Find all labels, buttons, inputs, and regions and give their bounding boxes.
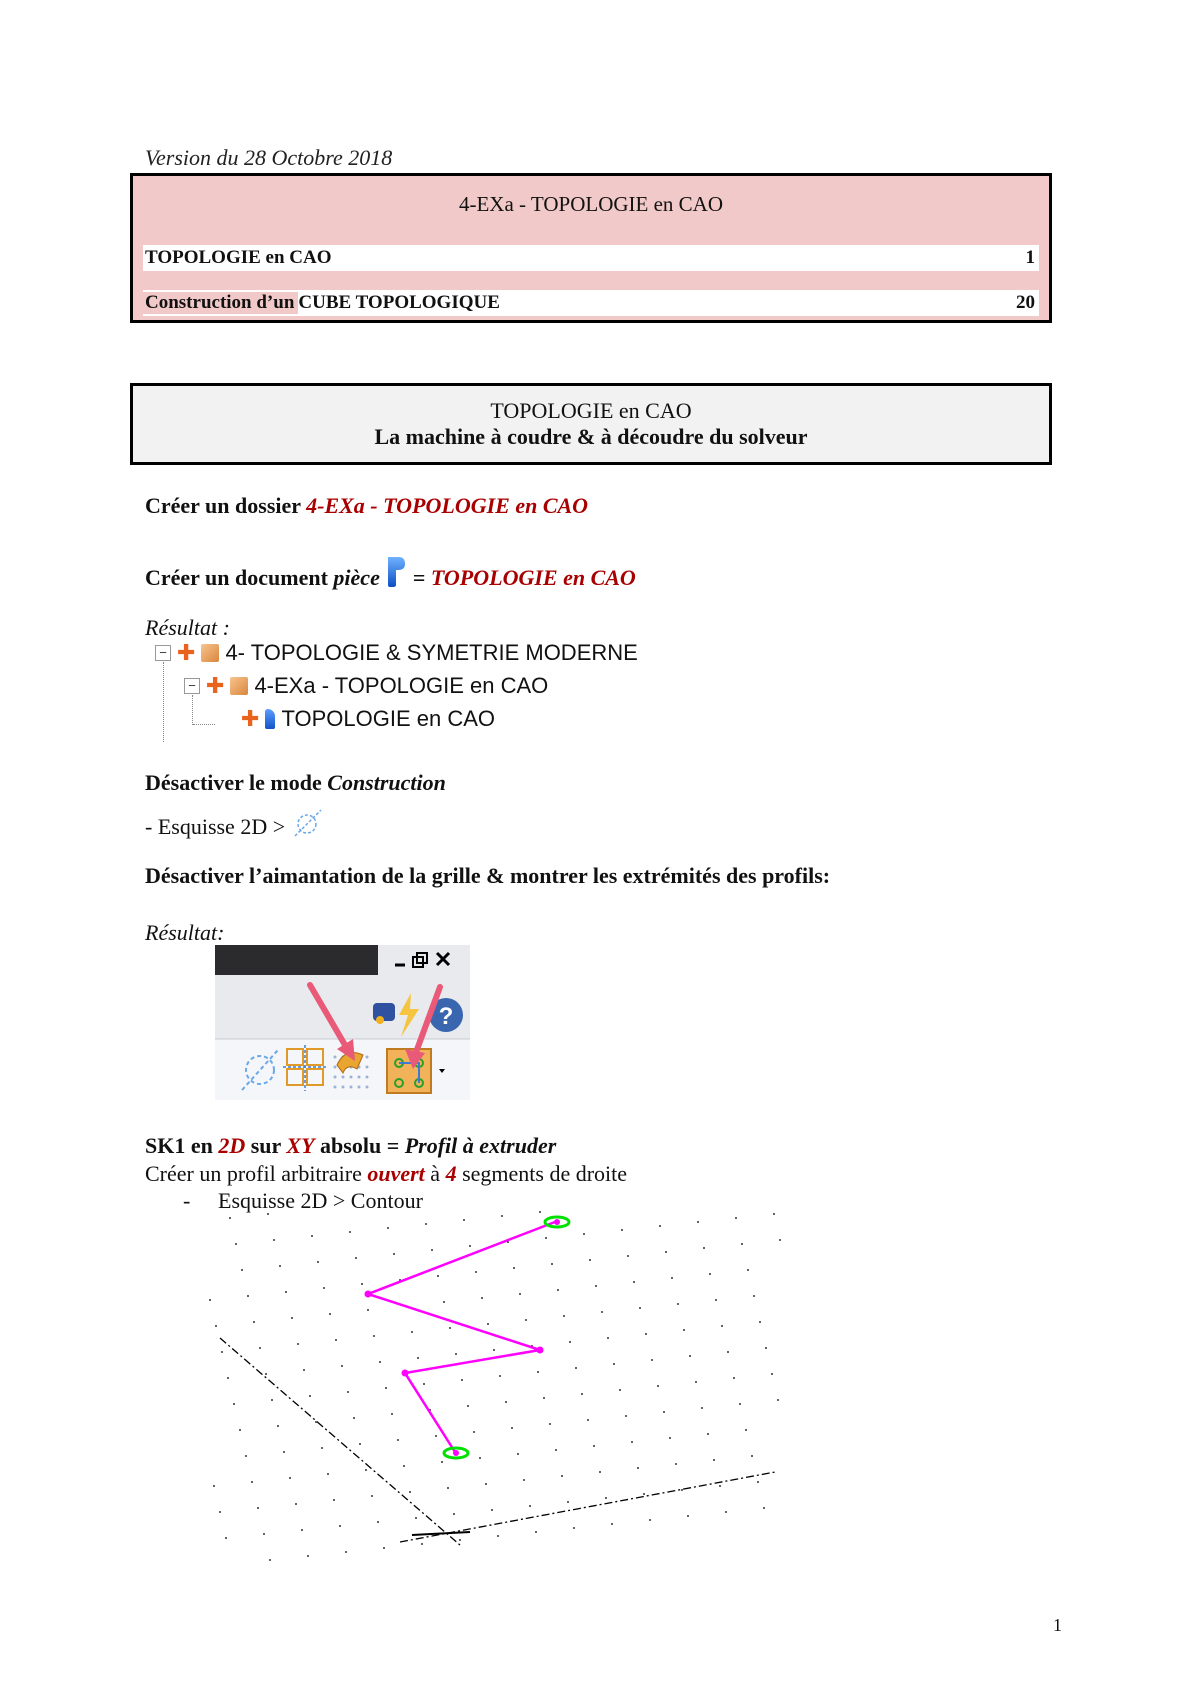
step-grid-snap: Désactiver l’aimantation de la grille & montrer les extrémités des profils: <box>145 863 831 888</box>
grid-dot <box>753 1295 755 1297</box>
sketch-grid <box>209 1211 781 1561</box>
profile-instruction <box>145 1161 627 1187</box>
grid-dot <box>621 1229 623 1231</box>
grid-dot <box>537 1371 539 1373</box>
grid-dot <box>213 1485 215 1487</box>
collapse-icon[interactable]: − <box>155 645 171 661</box>
grid-dot <box>373 1335 375 1337</box>
grid-dot <box>479 1457 481 1459</box>
part-icon <box>385 555 407 589</box>
grid-dot <box>759 1321 761 1323</box>
grid-dot <box>563 1315 565 1317</box>
grid-dot <box>259 1347 261 1349</box>
grid-dot <box>273 1239 275 1241</box>
grid-dot <box>225 1537 227 1539</box>
grid-dot <box>267 1213 269 1215</box>
toolbar-screenshot <box>215 945 470 1100</box>
sketch-profile <box>368 1222 555 1452</box>
profile-open: ouvert <box>367 1161 425 1186</box>
grid-dot <box>423 1383 425 1385</box>
grid-dot <box>271 1399 273 1401</box>
grid-dot <box>669 1437 671 1439</box>
grid-dot <box>339 1525 341 1527</box>
list-bullet: - <box>183 1188 191 1213</box>
grid-dot <box>277 1425 279 1427</box>
sk1-heading <box>145 1133 556 1159</box>
grid-dot <box>551 1263 553 1265</box>
step-disable-construction <box>145 770 446 796</box>
step-text: Désactiver le mode <box>145 770 328 795</box>
toc-title: 4-EXa - TOPOLOGIE en CAO <box>458 192 724 216</box>
grid-dot <box>599 1471 601 1473</box>
tree-item-label: 4-EXa - TOPOLOGIE en CAO <box>254 673 549 698</box>
grid-dot <box>309 1395 311 1397</box>
grid-dot <box>697 1221 699 1223</box>
toc-row-rest <box>332 245 1022 271</box>
tree-item[interactable] <box>184 673 548 699</box>
grid-dot <box>247 1295 249 1297</box>
tree-item[interactable] <box>241 706 495 732</box>
grid-dot <box>269 1559 271 1561</box>
grid-dot <box>393 1253 395 1255</box>
grid-dot <box>707 1433 709 1435</box>
endpoint-marker <box>444 1448 468 1458</box>
grid-dot <box>611 1523 613 1525</box>
svg-text:?: ? <box>438 1003 454 1030</box>
grid-dot <box>771 1373 773 1375</box>
result-label: Résultat : <box>145 615 230 640</box>
grid-dot <box>341 1365 343 1367</box>
sk1-2d: 2D <box>218 1133 246 1158</box>
window-titlebar <box>215 945 378 975</box>
grid-dot <box>219 1511 221 1513</box>
grid-dot <box>349 1231 351 1233</box>
section-title: TOPOLOGIE en CAO <box>490 398 692 423</box>
step-text: SK1 en <box>145 1133 219 1158</box>
grid-dot <box>253 1321 255 1323</box>
tree-item-label: 4- TOPOLOGIE & SYMETRIE MODERNE <box>225 640 638 665</box>
grid-dot <box>675 1463 677 1465</box>
toc-row-rest: CUBE TOPOLOGIQUE <box>298 290 1012 316</box>
grid-dot <box>365 1469 367 1471</box>
grid-dot <box>229 1217 231 1219</box>
part-icon <box>265 709 275 729</box>
path-text: - Esquisse 2D > <box>145 814 291 839</box>
grid-dot <box>745 1429 747 1431</box>
grid-dot <box>215 1325 217 1327</box>
grid-dot <box>391 1413 393 1415</box>
grid-dot <box>777 1399 779 1401</box>
grid-dot <box>631 1441 633 1443</box>
grid-dot <box>251 1481 253 1483</box>
grid-dot <box>263 1533 265 1535</box>
grid-dot <box>279 1265 281 1267</box>
grid-dot <box>605 1497 607 1499</box>
grid-dot <box>467 1405 469 1407</box>
endpoint-marker <box>545 1217 569 1227</box>
grid-dot <box>643 1493 645 1495</box>
tree-item-label: TOPOLOGIE en CAO <box>281 706 495 731</box>
grid-dot <box>671 1277 673 1279</box>
grid-dot <box>323 1287 325 1289</box>
grid-dot <box>519 1293 521 1295</box>
step-text: absolu = <box>314 1133 405 1158</box>
grid-dot <box>239 1429 241 1431</box>
result-label: Résultat: <box>145 920 225 945</box>
grid-dot <box>513 1267 515 1269</box>
grid-dot <box>709 1273 711 1275</box>
grid-dot <box>703 1247 705 1249</box>
grid-dot <box>447 1487 449 1489</box>
contour-step <box>183 1188 423 1214</box>
grid-dot <box>555 1449 557 1451</box>
grid-dot <box>367 1309 369 1311</box>
grid-dot <box>431 1249 433 1251</box>
grid-dot <box>663 1411 665 1413</box>
grid-dot <box>625 1415 627 1417</box>
grid-dot <box>335 1339 337 1341</box>
toc-row-page: 1 <box>1022 247 1040 269</box>
grid-dot <box>501 1215 503 1217</box>
toc-row[interactable] <box>143 245 1039 271</box>
grid-dot <box>715 1299 717 1301</box>
grid-dot <box>607 1337 609 1339</box>
grid-dot <box>385 1387 387 1389</box>
step-text: sur <box>245 1133 287 1158</box>
grid-dot <box>403 1465 405 1467</box>
grid-dot <box>659 1225 661 1227</box>
folder-icon <box>230 677 248 695</box>
grid-dot <box>529 1505 531 1507</box>
grid-dot <box>265 1373 267 1375</box>
grid-dot <box>387 1227 389 1229</box>
grid-dot <box>241 1269 243 1271</box>
grid-dot <box>587 1419 589 1421</box>
grid-dot <box>689 1355 691 1357</box>
grid-dot <box>511 1427 513 1429</box>
grid-dot <box>535 1531 537 1533</box>
grid-dot <box>409 1491 411 1493</box>
grid-dot <box>639 1307 641 1309</box>
section-subtitle: La machine à coudre & à découdre du solveur <box>374 424 808 449</box>
step-text: à <box>424 1161 446 1186</box>
add-icon: ✚ <box>241 706 260 731</box>
grid-dot <box>569 1341 571 1343</box>
add-icon: ✚ <box>206 673 225 698</box>
grid-dot <box>493 1349 495 1351</box>
grid-dot <box>347 1391 349 1393</box>
version-date: Version du 28 Octobre 2018 <box>145 145 393 170</box>
grid-dot <box>583 1233 585 1235</box>
grid-dot <box>695 1381 697 1383</box>
grid-dot <box>665 1251 667 1253</box>
grid-dot <box>359 1443 361 1445</box>
grid-dot <box>317 1261 319 1263</box>
grid-dot <box>763 1507 765 1509</box>
grid-dot <box>235 1243 237 1245</box>
grid-dot <box>741 1243 743 1245</box>
file-tree <box>145 640 665 740</box>
grid-dot <box>329 1313 331 1315</box>
toc-box <box>130 173 1052 323</box>
step-text: = <box>407 565 431 590</box>
grid-dot <box>459 1539 461 1541</box>
step-create-folder <box>145 493 588 519</box>
grid-dot <box>739 1403 741 1405</box>
grid-dot <box>379 1361 381 1363</box>
grid-dot <box>481 1297 483 1299</box>
grid-dot <box>371 1495 373 1497</box>
grid-dot <box>209 1299 211 1301</box>
grid-dot <box>627 1255 629 1257</box>
grid-dot <box>497 1535 499 1537</box>
sk1-plane: XY <box>286 1133 315 1158</box>
grid-dot <box>291 1317 293 1319</box>
grid-dot <box>437 1275 439 1277</box>
grid-dot <box>651 1359 653 1361</box>
construction-word: Construction <box>327 770 446 795</box>
grid-dot <box>449 1327 451 1329</box>
grid-dot <box>645 1333 647 1335</box>
grid-dot <box>487 1323 489 1325</box>
grid-dot <box>567 1501 569 1503</box>
sk1-profile: Profil à extruder <box>404 1133 557 1158</box>
grid-dot <box>411 1331 413 1333</box>
grid-dot <box>517 1453 519 1455</box>
grid-dot <box>619 1389 621 1391</box>
grid-dot <box>443 1301 445 1303</box>
grid-dot <box>415 1517 417 1519</box>
grid-dot <box>773 1213 775 1215</box>
grid-dot <box>301 1529 303 1531</box>
grid-dot <box>353 1417 355 1419</box>
grid-dot <box>545 1237 547 1239</box>
grid-dot <box>297 1343 299 1345</box>
grid-dot <box>549 1423 551 1425</box>
grid-dot <box>523 1479 525 1481</box>
grid-dot <box>637 1467 639 1469</box>
grid-dot <box>383 1547 385 1549</box>
doc-type: pièce <box>333 565 380 590</box>
grid-dot <box>453 1513 455 1515</box>
grid-dot <box>475 1271 477 1273</box>
construction-path <box>145 806 325 840</box>
grid-dot <box>657 1385 659 1387</box>
grid-dot <box>463 1219 465 1221</box>
grid-dot <box>233 1403 235 1405</box>
grid-dot <box>441 1461 443 1463</box>
grid-dot <box>361 1283 363 1285</box>
step-text: Créer un document <box>145 565 334 590</box>
profile-count: 4 <box>445 1161 457 1186</box>
grid-dot <box>473 1431 475 1433</box>
section-title-box <box>130 383 1052 465</box>
grid-dot <box>575 1367 577 1369</box>
grid-dot <box>455 1353 457 1355</box>
grid-dot <box>417 1357 419 1359</box>
toc-row-label: TOPOLOGIE en CAO <box>145 247 332 268</box>
sketch-canvas <box>200 1210 790 1570</box>
grid-dot <box>735 1217 737 1219</box>
grid-dot <box>713 1459 715 1461</box>
grid-dot <box>227 1377 229 1379</box>
grid-dot <box>677 1303 679 1305</box>
grid-dot <box>683 1329 685 1331</box>
grid-dot <box>469 1245 471 1247</box>
grid-dot <box>525 1319 527 1321</box>
folder-icon <box>201 644 219 662</box>
folder-name: 4-EXa - TOPOLOGIE en CAO <box>306 493 589 518</box>
step-text: Créer un dossier <box>145 493 307 518</box>
grid-dot <box>747 1269 749 1271</box>
grid-dot <box>355 1257 357 1259</box>
grid-dot <box>345 1551 347 1553</box>
grid-dot <box>435 1435 437 1437</box>
grid-dot <box>727 1351 729 1353</box>
grid-dot <box>593 1445 595 1447</box>
grid-dot <box>779 1239 781 1241</box>
grid-dot <box>601 1311 603 1313</box>
grid-dot <box>733 1377 735 1379</box>
grid-dot <box>311 1235 313 1237</box>
contour-path: Esquisse 2D > Contour <box>218 1188 423 1213</box>
grid-dot <box>397 1439 399 1441</box>
step-text: Créer un profil arbitraire <box>145 1161 368 1186</box>
grid-dot <box>283 1451 285 1453</box>
grid-dot <box>701 1407 703 1409</box>
document-name: TOPOLOGIE en CAO <box>430 565 636 590</box>
grid-dot <box>333 1499 335 1501</box>
grid-dot <box>245 1455 247 1457</box>
grid-dot <box>581 1393 583 1395</box>
sketch-axes <box>220 1338 775 1545</box>
grid-dot <box>499 1375 501 1377</box>
step-text: segments de droite <box>456 1161 628 1186</box>
toc-row[interactable] <box>143 290 1039 316</box>
toc-row-page: 20 <box>1012 292 1039 314</box>
grid-dot <box>757 1481 759 1483</box>
grid-dot <box>557 1289 559 1291</box>
grid-dot <box>485 1483 487 1485</box>
grid-dot <box>289 1477 291 1479</box>
grid-dot <box>321 1447 323 1449</box>
tree-item[interactable] <box>155 640 638 666</box>
grid-dot <box>539 1211 541 1213</box>
grid-dot <box>421 1543 423 1545</box>
grid-dot <box>307 1555 309 1557</box>
grid-dot <box>461 1379 463 1381</box>
grid-dot <box>221 1351 223 1353</box>
grid-dot <box>561 1475 563 1477</box>
grid-dot <box>633 1281 635 1283</box>
grid-dot <box>721 1325 723 1327</box>
grid-dot <box>377 1521 379 1523</box>
grid-dot <box>765 1347 767 1349</box>
grid-dot <box>327 1473 329 1475</box>
grid-dot <box>303 1369 305 1371</box>
add-icon: ✚ <box>177 640 196 665</box>
grid-dot <box>751 1455 753 1457</box>
grid-dot <box>491 1509 493 1511</box>
grid-dot <box>595 1285 597 1287</box>
step-create-document <box>145 555 636 591</box>
grid-dot <box>573 1527 575 1529</box>
collapse-icon[interactable]: − <box>184 678 200 694</box>
grid-dot <box>613 1363 615 1365</box>
grid-dot <box>295 1503 297 1505</box>
grid-dot <box>687 1515 689 1517</box>
grid-dot <box>425 1223 427 1225</box>
grid-dot <box>285 1291 287 1293</box>
construction-mode-icon <box>291 806 325 840</box>
grid-dot <box>257 1507 259 1509</box>
grid-dot <box>681 1489 683 1491</box>
grid-dot <box>649 1519 651 1521</box>
grid-dot <box>725 1511 727 1513</box>
page-number: 1 <box>1053 1615 1062 1635</box>
grid-dot <box>719 1485 721 1487</box>
toc-row-label: Construction d’un <box>143 292 298 314</box>
grid-dot <box>543 1397 545 1399</box>
grid-dot <box>589 1259 591 1261</box>
grid-dot <box>505 1401 507 1403</box>
